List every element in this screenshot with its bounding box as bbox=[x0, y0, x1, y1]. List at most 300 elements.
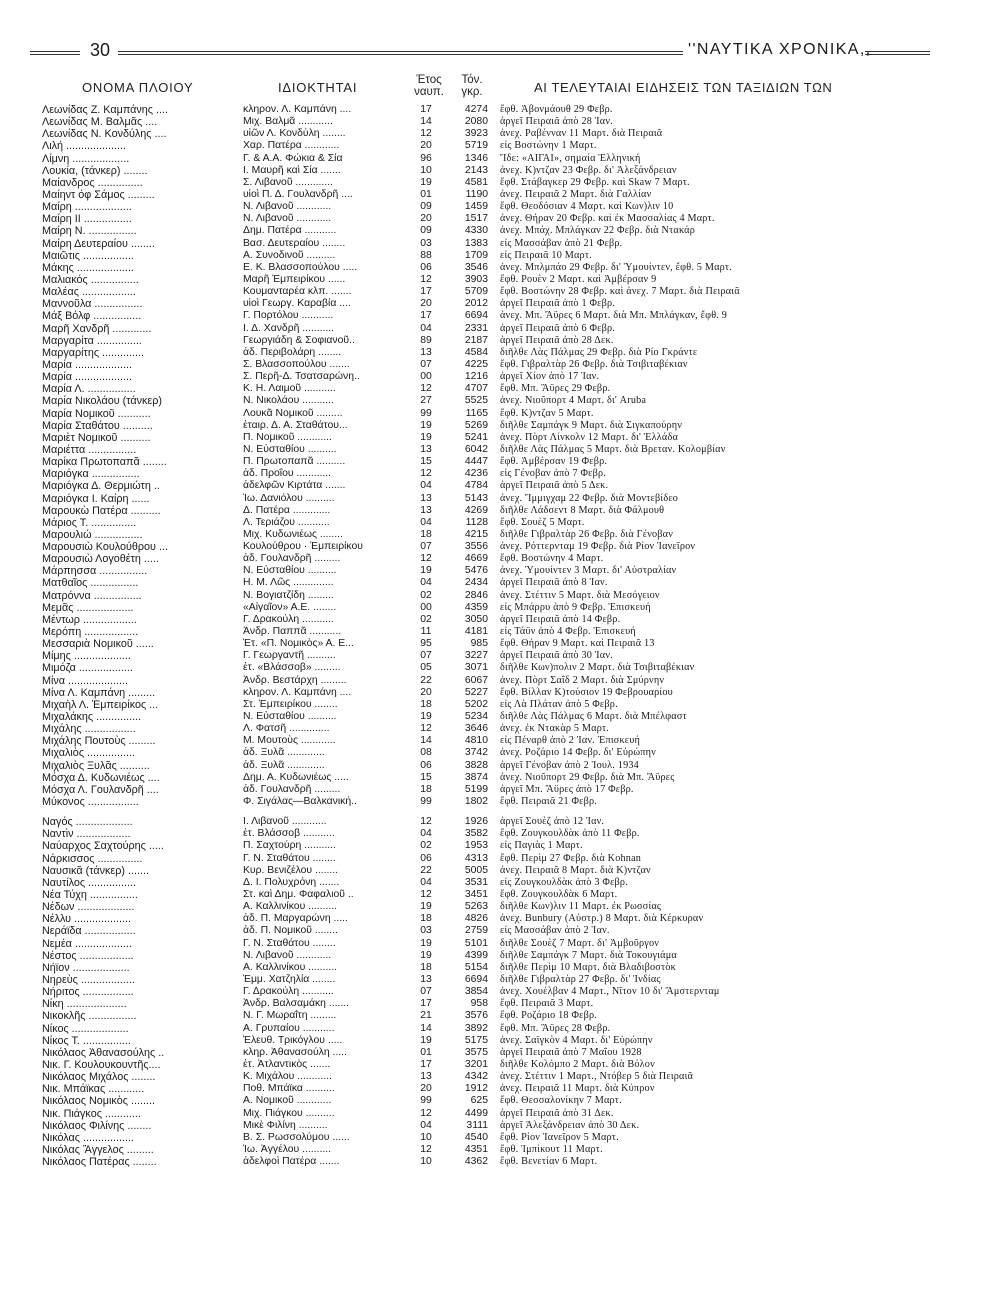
table-row bbox=[0, 828, 1000, 840]
tonnage-cell: 2080 bbox=[464, 116, 488, 128]
year-built-cell: 99 bbox=[420, 1095, 432, 1107]
tonnage-cell: 4540 bbox=[464, 1131, 488, 1143]
table-row bbox=[0, 104, 1000, 116]
news-cell: ἔφθ. Βενετίαν 6 Μαρτ. bbox=[500, 1156, 598, 1168]
tonnage-cell: 4181 bbox=[464, 626, 488, 638]
owner-cell: Ι. Λιβανοῦ ............ bbox=[243, 816, 327, 828]
ship-name-cell: Μαρία Σταθάτου .......... bbox=[42, 419, 153, 432]
ship-name-cell: Μαρουλιώ ................ bbox=[42, 528, 143, 541]
news-cell: εἰς Πειραιᾶ 10 Μαρτ. bbox=[500, 249, 592, 261]
table-row bbox=[0, 480, 1000, 492]
owner-cell: Χαρ. Πατέρα ............ bbox=[243, 140, 340, 152]
ship-name-cell: Μαριέττα ................ bbox=[42, 443, 137, 456]
ship-name-cell: Μαρουσιὼ Λογοθέτη ..... bbox=[42, 553, 159, 566]
table-row bbox=[0, 432, 1000, 444]
tonnage-cell: 6694 bbox=[464, 973, 488, 985]
owner-cell: κληρον. Λ. Καμπάνη .... bbox=[243, 686, 352, 698]
ship-name-cell: Νέστος .................. bbox=[42, 949, 134, 962]
ship-name-cell: Μαίρη Ν. ................ bbox=[42, 225, 137, 238]
ship-name-cell: Νικόλαος Φιλίνης ........ bbox=[42, 1119, 152, 1132]
ship-name-cell: Μάρπησσα ................ bbox=[42, 565, 148, 578]
ship-name-cell: Μαρουσιὼ Κουλούθρου ... bbox=[42, 541, 168, 554]
owner-cell: Ν. Λιβανοῦ ............ bbox=[243, 949, 332, 961]
tonnage-cell: 3556 bbox=[464, 541, 488, 553]
news-cell: ἀνεχ. Στέττιν 5 Μαρτ. διὰ Μεσόγειον bbox=[500, 589, 660, 601]
year-built-cell: 12 bbox=[420, 1107, 432, 1119]
owner-cell: Κουμανταρέα κλπ. ....... bbox=[243, 286, 352, 298]
ship-name-cell: Μαρία ................... bbox=[42, 358, 133, 371]
year-built-cell: 14 bbox=[420, 735, 432, 747]
year-built-cell: 19 bbox=[420, 1034, 432, 1046]
ship-name-cell: Μαρία ................... bbox=[42, 371, 133, 384]
year-built-cell: 03 bbox=[420, 237, 432, 249]
news-cell: ἀργεῖ Πειραιᾶ ἀπὸ 8 Ἰαν. bbox=[500, 577, 608, 589]
owner-cell: Ν. Βογιατζίδη ......... bbox=[243, 589, 334, 601]
year-built-cell: 88 bbox=[420, 249, 432, 261]
news-cell: ἀργεῖ Πειραιᾶ ἀπὸ 28 Ἰαν. bbox=[500, 116, 613, 128]
table-row bbox=[0, 286, 1000, 298]
ship-name-cell: Ναγός ................... bbox=[42, 816, 133, 829]
year-built-cell: 08 bbox=[420, 747, 432, 759]
news-cell: εἰς Παγιὰς 1 Μαρτ. bbox=[500, 840, 583, 852]
table-row bbox=[0, 1083, 1000, 1095]
tonnage-cell: 2331 bbox=[464, 322, 488, 334]
year-built-cell: 09 bbox=[420, 225, 432, 237]
owner-cell: Στ. Ἐμπειρίκου ........ bbox=[243, 698, 338, 710]
owner-cell: Σ. Βλασσοπούλου ....... bbox=[243, 358, 350, 370]
table-row bbox=[0, 853, 1000, 865]
year-built-cell: 12 bbox=[420, 468, 432, 480]
owner-cell: Λ. Τεριάζου ........... bbox=[243, 516, 330, 528]
year-built-cell: 07 bbox=[420, 541, 432, 553]
owner-cell: Ἐτ. «Π. Νομικὸς» Α. Ε... bbox=[243, 638, 354, 650]
ship-name-cell: Νεράϊδα ................. bbox=[42, 925, 136, 938]
news-cell: ἀργεῖ Πειραιᾶ ἀπὸ 5 Δεκ. bbox=[500, 480, 609, 492]
ship-name-cell: Μόσχα Δ. Κυδωνιέως .... bbox=[42, 771, 160, 784]
table-row bbox=[0, 165, 1000, 177]
news-cell: ἀνεχ. Χουέλβαν 4 Μαρτ., Νῖτον 10 δι' Ἄμστερνταμ bbox=[500, 986, 720, 998]
header-rule-right bbox=[865, 51, 930, 55]
ship-name-cell: Μίνα .................... bbox=[42, 674, 129, 687]
ship-name-cell: Νικόλαος Νομικὸς ........ bbox=[42, 1095, 155, 1108]
year-built-cell: 13 bbox=[420, 973, 432, 985]
table-row bbox=[0, 747, 1000, 759]
ship-name-cell: Νέδων ................... bbox=[42, 901, 135, 914]
year-built-cell: 99 bbox=[420, 796, 432, 808]
year-built-cell: 02 bbox=[420, 840, 432, 852]
owner-cell: Γ. & Α.Α. Φώκια & Σία bbox=[243, 152, 343, 164]
news-cell: ἔφθ. Ζουγκουλδὰκ ἀπὸ 11 Φεβρ. bbox=[500, 828, 640, 840]
tonnage-cell: 6067 bbox=[464, 674, 488, 686]
owner-cell: Γ. Δρακούλη ........... bbox=[243, 613, 334, 625]
table-row bbox=[0, 662, 1000, 674]
tonnage-cell: 4359 bbox=[464, 601, 488, 613]
tonnage-cell: 3201 bbox=[464, 1058, 488, 1070]
ship-name-cell: Μεμᾶς ................... bbox=[42, 601, 134, 614]
year-built-cell: 18 bbox=[420, 783, 432, 795]
ship-name-cell: Ναυσικᾶ (τάνκερ) ....... bbox=[42, 864, 149, 877]
owner-cell: Α. Συνοδινοῦ .......... bbox=[243, 249, 336, 261]
year-built-cell: 18 bbox=[420, 528, 432, 540]
table-row bbox=[0, 699, 1000, 711]
year-built-cell: 06 bbox=[420, 261, 432, 273]
owner-cell: Δ. Ι. Πολυχρόνη ....... bbox=[243, 876, 340, 888]
news-cell: διῆλθε Γιβραλτὰρ 27 Φεβρ. δι' Ἰνδίας bbox=[500, 973, 661, 985]
news-cell: ἀνεχ. Ὑμουίντεν 3 Μαρτ. δι' Αὐστραλίαν bbox=[500, 565, 677, 577]
owner-cell: Γεωργιάδη & Σοφιανοῦ.. bbox=[243, 334, 355, 346]
tonnage-cell: 5175 bbox=[464, 1034, 488, 1046]
owner-cell: ἀδ. Π. Μαργαρώνη ..... bbox=[243, 913, 348, 925]
ship-name-cell: Λουκία, (τάνκερ) ........ bbox=[42, 164, 148, 177]
tons-header-line-2: γκρ. bbox=[461, 86, 483, 98]
news-cell: ἔφθ. Βοστώνην 4 Μαρτ. bbox=[500, 553, 604, 565]
year-built-cell: 22 bbox=[420, 674, 432, 686]
year-built-cell: 17 bbox=[420, 286, 432, 298]
owner-cell: Ν. Εὐσταθίου .......... bbox=[243, 565, 337, 577]
tonnage-cell: 5199 bbox=[464, 783, 488, 795]
tonnage-cell: 5005 bbox=[464, 864, 488, 876]
tonnage-cell: 4215 bbox=[464, 528, 488, 540]
year-built-cell: 00 bbox=[420, 601, 432, 613]
year-built-cell: 13 bbox=[420, 443, 432, 455]
column-header-owners: ΙΔΙΟΚΤΗΤΑΙ bbox=[278, 80, 358, 95]
ship-name-cell: Νηρεὺς .................. bbox=[42, 973, 135, 986]
table-row bbox=[0, 577, 1000, 589]
year-built-cell: 12 bbox=[420, 273, 432, 285]
table-row bbox=[0, 529, 1000, 541]
owner-cell: Α. Καλλινίκου .......... bbox=[243, 901, 338, 913]
tons-header-line-1: Τόν. bbox=[461, 74, 483, 86]
ship-name-cell: Λεωνίδας Ζ. Καμπάνης .... bbox=[42, 104, 168, 116]
owner-cell: Ἰω. Δανιόλου .......... bbox=[243, 492, 335, 504]
ship-name-cell: Μαργαρίτα ............... bbox=[42, 334, 142, 347]
year-built-cell: 20 bbox=[420, 213, 432, 225]
year-built-cell: 03 bbox=[420, 925, 432, 937]
ship-name-cell: Ναύαρχος Σαχτούρης ..... bbox=[42, 840, 164, 853]
tonnage-cell: 4225 bbox=[464, 358, 488, 370]
owner-cell: ἀδ. Ξυλᾶ ............. bbox=[243, 747, 325, 759]
news-cell: ἔφθ. Σουὲζ 5 Μαρτ. bbox=[500, 516, 585, 528]
year-built-cell: 20 bbox=[420, 1083, 432, 1095]
ship-name-cell: Νέλλυ ................... bbox=[42, 913, 132, 926]
table-row bbox=[0, 711, 1000, 723]
ship-name-cell: Μαρῆ Χανδρῆ ............. bbox=[42, 322, 152, 335]
year-built-cell: 20 bbox=[420, 686, 432, 698]
owner-cell: ἀδ. Γουλανδρῆ ......... bbox=[243, 783, 341, 795]
news-cell: εἰς Πέναρθ ἀπὸ 2 Ἰαν. Ἐπισκευή bbox=[500, 735, 641, 747]
year-built-cell: 99 bbox=[420, 407, 432, 419]
tonnage-cell: 5709 bbox=[464, 286, 488, 298]
news-cell: ἔφθ. Ζουγκουλδὰκ 6 Μαρτ. bbox=[500, 889, 618, 900]
tonnage-cell: 3874 bbox=[464, 771, 488, 783]
ship-name-cell: Νικοκλῆς ................ bbox=[42, 1010, 137, 1023]
table-row bbox=[0, 225, 1000, 237]
tonnage-cell: 1953 bbox=[464, 840, 488, 852]
ship-name-cell: Μαριὲτ Νομικοῦ .......... bbox=[42, 431, 151, 444]
news-cell: εἰς Μασσάβαν ἀπὸ 21 Φεβρ. bbox=[500, 237, 623, 249]
news-cell: διῆλθε Λὰς Πάλμας 6 Μαρτ. διὰ Μπέλφαστ bbox=[500, 711, 687, 723]
news-cell: εἰς Ζουγκουλδὰκ ἀπὸ 3 Φεβρ. bbox=[500, 876, 628, 888]
ship-name-cell: Μαννοῦλα ................ bbox=[42, 298, 143, 311]
owner-cell: Κ. Η. Λαιμοῦ ........... bbox=[243, 383, 336, 395]
table-row bbox=[0, 626, 1000, 638]
tonnage-cell: 5234 bbox=[464, 711, 488, 723]
ship-name-cell: Νικ. Πιάγκος ............ bbox=[42, 1107, 141, 1120]
tonnage-cell: 1165 bbox=[465, 407, 488, 419]
table-row bbox=[0, 614, 1000, 626]
tonnage-cell: 2434 bbox=[464, 577, 488, 589]
news-cell: ἔφθ. Πειραιᾶ 3 Μαρτ. bbox=[500, 998, 594, 1010]
table-row bbox=[0, 772, 1000, 784]
tonnage-cell: 4581 bbox=[464, 176, 488, 188]
table-row bbox=[0, 962, 1000, 974]
news-cell: ἔφθ. Ρουὲν 2 Μαρτ. καὶ Ἀμβέρσαν 9 bbox=[500, 273, 657, 285]
owner-cell: ἀδ. Π. Νομικοῦ ........ bbox=[243, 925, 338, 937]
tonnage-cell: 3854 bbox=[464, 986, 488, 998]
year-built-cell: 12 bbox=[420, 553, 432, 565]
news-cell: ἀργεῖ Πειραιᾶ ἀπὸ 14 Φεβρ. bbox=[500, 613, 621, 625]
table-row bbox=[0, 1156, 1000, 1168]
tonnage-cell: 4351 bbox=[464, 1143, 488, 1155]
tonnage-cell: 5202 bbox=[464, 698, 488, 710]
news-cell: ἀνεχ. Ροζάριο 14 Φεβρ. δι' Εὐρώπην bbox=[500, 747, 656, 759]
ship-name-cell: Νικ. Γ. Κουλουκουντῆς.... bbox=[42, 1058, 161, 1071]
tonnage-cell: 6042 bbox=[464, 443, 488, 455]
tonnage-cell: 1912 bbox=[464, 1083, 488, 1095]
year-built-cell: 04 bbox=[420, 876, 432, 888]
news-cell: διῆλθε Περὶμ 10 Μαρτ. διὰ Βλαδιβοστὸκ bbox=[500, 961, 676, 973]
owner-cell: Μαρῆ Ἐμπειρίκου ...... bbox=[243, 273, 346, 285]
table-row bbox=[0, 784, 1000, 796]
owner-cell: Κουλούθρου · Ἐμπειρίκου bbox=[243, 541, 363, 553]
news-cell: διῆλθε Λάδσεντ 8 Μαρτ. διὰ Φάλμουθ bbox=[500, 504, 665, 516]
owner-cell: Δ. Πατέρα ............. bbox=[243, 504, 331, 516]
news-cell: διῆλθε Σαμπάγκ 9 Μαρτ. διὰ Σιγκαπούρην bbox=[500, 419, 683, 431]
owner-cell: Δημ. Πατέρα ........... bbox=[243, 225, 337, 237]
tonnage-cell: 2759 bbox=[464, 925, 488, 937]
year-built-cell: 13 bbox=[420, 492, 432, 504]
news-cell: ἔφθ. Ἀβονμάουθ 29 Φεβρ. bbox=[500, 104, 613, 115]
tonnage-cell: 3227 bbox=[464, 650, 488, 662]
table-row bbox=[0, 468, 1000, 480]
news-cell: ἀνεχ. Πὸρτ Λίνκολν 12 Μαρτ. δι' Ἑλλάδα bbox=[500, 431, 678, 443]
news-cell: ἀνεχ. Θήραν 20 Φεβρ. καὶ ἐκ Μασσαλίας 4 Μαρτ. bbox=[500, 213, 715, 225]
owner-cell: Ποθ. Μπάϊκα .......... bbox=[243, 1083, 335, 1095]
news-cell: ἔφθ. Θεσσαλονίκην 7 Μαρτ. bbox=[500, 1095, 622, 1107]
owner-cell: Η. Μ. Λῶς .............. bbox=[243, 577, 334, 589]
table-row bbox=[0, 590, 1000, 602]
news-cell: ἔφθ. Ρίον Ἰανεῖρον 5 Μαρτ. bbox=[500, 1131, 619, 1143]
owner-cell: Γ. Ν. Σταθάτου ........ bbox=[243, 937, 336, 949]
owner-cell: ἀδ. Περιβολάρη ........ bbox=[243, 346, 342, 358]
table-row bbox=[0, 865, 1000, 877]
ship-name-cell: Μαίρη ................... bbox=[42, 201, 132, 214]
year-built-cell: 06 bbox=[420, 852, 432, 864]
tonnage-cell: 3451 bbox=[464, 889, 488, 900]
year-built-cell: 15 bbox=[420, 456, 432, 468]
year-built-cell: 04 bbox=[420, 577, 432, 589]
table-row bbox=[0, 323, 1000, 335]
ship-name-cell: Μιμόζα .................. bbox=[42, 662, 133, 675]
owner-cell: Ν. Νικολάου ........... bbox=[243, 395, 334, 407]
tonnage-cell: 5269 bbox=[464, 419, 488, 431]
tonnage-cell: 4399 bbox=[464, 949, 488, 961]
table-row bbox=[0, 1095, 1000, 1107]
news-cell: εἰς Μπάρρυ ἀπὸ 9 Φεβρ. Ἐπισκευή bbox=[500, 601, 651, 613]
owner-cell: ἀδ. Προΐου ............ bbox=[243, 468, 332, 480]
news-cell: ἔφθ. Στάβαγκερ 29 Φεβρ. καὶ Skaw 7 Μαρτ. bbox=[500, 176, 690, 188]
ship-name-cell: Μιχαλιὸς Ξυλᾶς .......... bbox=[42, 759, 150, 772]
ship-name-cell: Νέα Τύχη ................ bbox=[42, 889, 138, 901]
tonnage-cell: 1128 bbox=[465, 516, 488, 528]
news-cell: διῆλθε Κων)πολιν 2 Μαρτ. διὰ Τσιβιταβέκιαν bbox=[500, 662, 695, 674]
year-built-cell: 13 bbox=[420, 504, 432, 516]
year-built-cell: 13 bbox=[420, 1071, 432, 1083]
year-built-cell: 17 bbox=[420, 1058, 432, 1070]
tonnage-cell: 4313 bbox=[464, 852, 488, 864]
tonnage-cell: 5227 bbox=[464, 686, 488, 698]
table-row bbox=[0, 735, 1000, 747]
tonnage-cell: 2012 bbox=[464, 298, 488, 310]
news-cell: ἀργεῖ Ἀλεξάνδρειαν ἀπὸ 30 Δεκ. bbox=[500, 1119, 640, 1131]
ship-name-cell: Μαίανδρος ............... bbox=[42, 176, 143, 189]
year-built-cell: 12 bbox=[420, 128, 432, 140]
year-built-cell: 02 bbox=[420, 589, 432, 601]
ship-name-cell: Μάκης ................... bbox=[42, 261, 134, 274]
ship-name-cell: Νίκος ................... bbox=[42, 1022, 129, 1035]
news-cell: ἀνεχ. ἐκ Ντακὰρ 5 Μαρτ. bbox=[500, 723, 610, 735]
ship-name-cell: Μίμης ................... bbox=[42, 650, 131, 663]
year-built-cell: 19 bbox=[420, 176, 432, 188]
year-built-cell: 12 bbox=[420, 723, 432, 735]
news-cell: ἀνεχ. Πὸρτ Σαΐδ 2 Μαρτ. διὰ Σμύρνην bbox=[500, 674, 665, 686]
news-cell: ἔφθ. Βοστώνην 28 Φεβρ. καὶ ἀνεχ. 7 Μαρτ. διὰ Πειραιᾶ bbox=[500, 286, 740, 298]
table-row bbox=[0, 298, 1000, 310]
year-built-cell: 04 bbox=[420, 828, 432, 840]
news-cell: ἀνεχ. Μπλμπάο 29 Φεβρ. δι' Ὑμουίντεν, ἔφθ. 5 Μαρτ. bbox=[500, 261, 732, 273]
year-built-cell: 12 bbox=[420, 889, 432, 900]
owner-cell: Γ. Γεωργαντῆ .......... bbox=[243, 650, 336, 662]
owner-cell: Γ. Ν. Σταθάτου ........ bbox=[243, 852, 336, 864]
news-cell: ἀργεῖ Μπ. Ἄϋρες ἀπὸ 17 Φεβρ. bbox=[500, 783, 634, 795]
ship-name-cell: Μέντωρ .................. bbox=[42, 613, 137, 626]
table-row bbox=[0, 877, 1000, 889]
table-row bbox=[0, 116, 1000, 128]
table-row bbox=[0, 310, 1000, 322]
table-row bbox=[0, 359, 1000, 371]
tonnage-cell: 3111 bbox=[466, 1119, 488, 1131]
ship-name-cell: Λίμνη ................... bbox=[42, 152, 130, 165]
owner-cell: υἱοὶ Π. Δ. Γουλανδρῆ .... bbox=[243, 188, 353, 200]
owner-cell: Μ. Μουτοὺς ............ bbox=[243, 735, 336, 747]
ship-name-cell: Ναυτίλος ................ bbox=[42, 876, 137, 889]
year-built-cell: 04 bbox=[420, 322, 432, 334]
ship-name-cell: Ματθαῖος ................ bbox=[42, 577, 139, 590]
ship-name-cell: Μιχάλης Πουτοὺς ......... bbox=[42, 735, 156, 748]
news-cell: ἔφθ. Περὶμ 27 Φεβρ. διὰ Kohnan bbox=[500, 852, 642, 864]
owner-cell: ἑτ. Βλάσσοβ ........... bbox=[243, 828, 335, 840]
table-row bbox=[0, 541, 1000, 553]
news-cell: διῆλθε Κολόμπο 2 Μαρτ. διὰ Βόλον bbox=[500, 1058, 655, 1070]
owner-cell: ἑτ. Ἀτλαντικὸς ....... bbox=[243, 1058, 331, 1070]
tonnage-cell: 4330 bbox=[464, 225, 488, 237]
year-built-cell: 01 bbox=[420, 1046, 432, 1058]
table-row bbox=[0, 565, 1000, 577]
table-row bbox=[0, 638, 1000, 650]
owner-cell: κληρ. Ἀθανασούλη ..... bbox=[243, 1046, 347, 1058]
ship-name-cell: Νίκος Τ. ................ bbox=[42, 1034, 131, 1047]
owner-cell: Β. Σ. Ρωσσολύμου ...... bbox=[243, 1131, 350, 1143]
news-cell: εἰς Βοστώνην 1 Μαρτ. bbox=[500, 140, 597, 152]
year-built-cell: 12 bbox=[420, 816, 432, 828]
column-header-ship-name: ΟΝΟΜΑ ΠΛΟΙΟΥ bbox=[82, 80, 194, 95]
tonnage-cell: 4362 bbox=[464, 1156, 488, 1168]
ship-name-cell: Λεωνίδας Μ. Βαλμᾶς .... bbox=[42, 116, 158, 129]
table-row bbox=[0, 128, 1000, 140]
news-cell: ἔφθ. Ἰμπὶκουτ 11 Μαρτ. bbox=[500, 1143, 603, 1155]
table-row bbox=[0, 913, 1000, 925]
running-head bbox=[30, 40, 930, 62]
tonnage-cell: 4669 bbox=[464, 553, 488, 565]
owner-cell: Α. Καλλινίκου .......... bbox=[243, 961, 338, 973]
tonnage-cell: 4274 bbox=[464, 104, 488, 115]
ship-name-cell: Μαρίκα Πρωτοπαπᾶ ........ bbox=[42, 456, 167, 469]
ship-name-cell: Μαλιακός ................ bbox=[42, 273, 139, 286]
owner-cell: Λουκᾶ Νομικοῦ ......... bbox=[243, 407, 343, 419]
table-row bbox=[0, 1108, 1000, 1120]
tonnage-cell: 2143 bbox=[464, 164, 488, 176]
year-built-cell: 12 bbox=[420, 383, 432, 395]
ship-name-cell: Μίνα Λ. Καμπάνη ......... bbox=[42, 686, 156, 699]
news-cell: ἀργεῖ Πειραιᾶ ἀπὸ 1 Φεβρ. bbox=[500, 298, 616, 310]
news-cell: ἔφθ. Μπ. Ἄϋρες 28 Φεβρ. bbox=[500, 1022, 611, 1034]
tonnage-cell: 1216 bbox=[464, 371, 488, 383]
tonnage-cell: 4342 bbox=[464, 1071, 488, 1083]
table-row bbox=[0, 213, 1000, 225]
table-row bbox=[0, 189, 1000, 201]
owner-cell: υἱοὶ Γεωργ. Καραβία .... bbox=[243, 298, 351, 310]
news-cell: ἀνεχ. Ἴμμιγχαμ 22 Φεβρ. διὰ Μοντεβίδεο bbox=[500, 492, 679, 504]
news-cell: ἔφθ. Κ)ντζαν 5 Μαρτ. bbox=[500, 407, 594, 419]
news-cell: διῆλθε Σαμπάγκ 7 Μαρτ. διὰ Τοκουγιάμα bbox=[500, 949, 677, 961]
news-cell: Ἴδε: «ΑΙΓΑΙ», σημαία Ἑλληνική bbox=[500, 152, 641, 164]
tonnage-cell: 3646 bbox=[464, 723, 488, 735]
ship-name-cell: Νικόλαος Πατέρας ........ bbox=[42, 1156, 157, 1169]
year-built-cell: 05 bbox=[420, 662, 432, 674]
table-row bbox=[0, 1010, 1000, 1022]
owner-cell: Ν. Λιβανοῦ ............ bbox=[243, 213, 332, 225]
news-cell: εἰς Γένοβαν ἀπὸ 7 Φεβρ. bbox=[500, 468, 607, 480]
year-built-cell: 06 bbox=[420, 759, 432, 771]
table-row bbox=[0, 1120, 1000, 1132]
column-header-latest-news: ΑΙ ΤΕΛΕΥΤΑΙΑΙ ΕΙΔΗΣΕΙΣ ΤΩΝ ΤΑΞΙΔΙΩΝ ΤΩΝ bbox=[534, 80, 833, 95]
table-row bbox=[0, 1071, 1000, 1083]
table-row bbox=[0, 675, 1000, 687]
ship-name-cell: Μαίρη ΙΙ ................ bbox=[42, 213, 132, 226]
table-row bbox=[0, 687, 1000, 699]
tonnage-cell: 1190 bbox=[465, 188, 488, 200]
owner-cell: ἀδελφῶν Κιρτάτα ....... bbox=[243, 480, 346, 492]
owner-cell: Ι. Μαυρῆ καὶ Σία ....... bbox=[243, 164, 341, 176]
tonnage-cell: 1383 bbox=[464, 237, 488, 249]
ship-name-cell: Μαίηντ όφ Σάμος ......... bbox=[42, 188, 155, 201]
year-built-cell: 20 bbox=[420, 298, 432, 310]
owner-cell: ἑτ. «Βλάσσοβ» ......... bbox=[243, 662, 341, 674]
owner-cell: Βασ. Δευτεραίου ........ bbox=[243, 237, 346, 249]
owner-cell: «Αἰγαῖον» Α.Ε. ........ bbox=[243, 601, 337, 613]
news-cell: ἀνεχ. Πειραιᾶ 2 Μαρτ. διὰ Γαλλίαν bbox=[500, 188, 652, 200]
year-built-cell: 10 bbox=[420, 1131, 432, 1143]
